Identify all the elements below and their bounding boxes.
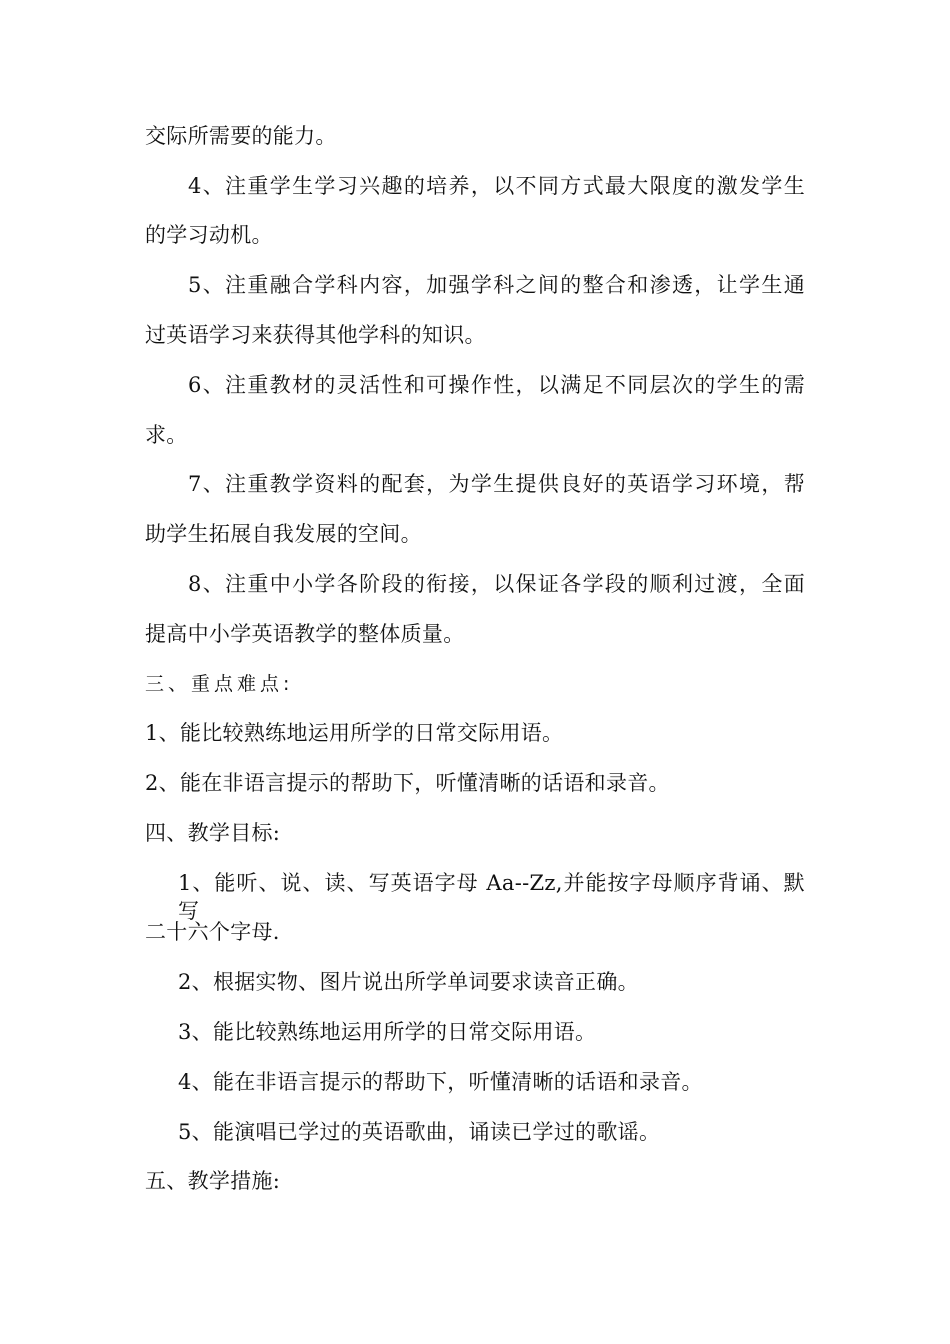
text-line: 4、能在非语言提示的帮助下，听懂清晰的话语和录音。	[178, 1070, 703, 1094]
text-line: 提高中小学英语教学的整体质量。	[145, 622, 465, 646]
text-line: 过英语学习来获得其他学科的知识。	[145, 323, 486, 347]
text-line: 4、注重学生学习兴趣的培养，以不同方式最大限度的激发学生	[188, 174, 805, 198]
text-line: 助学生拓展自我发展的空间。	[145, 522, 422, 546]
text-line: 二十六个字母.	[145, 920, 280, 944]
text-line: 求。	[145, 423, 188, 447]
text-line: 1、能比较熟练地运用所学的日常交际用语。	[145, 721, 564, 745]
text-line: 1、能听、说、读、写英语字母 Aa--Zz,并能按字母顺序背诵、默写	[178, 871, 805, 923]
text-line: 5、注重融合学科内容，加强学科之间的整合和渗透，让学生通	[188, 273, 805, 297]
section-heading: 三、重点难点:	[145, 673, 294, 695]
section-heading: 五、教学措施:	[145, 1169, 281, 1193]
text-line: 6、注重教材的灵活性和可操作性，以满足不同层次的学生的需	[188, 373, 805, 397]
text-line: 交际所需要的能力。	[145, 124, 337, 148]
text-line: 7、注重教学资料的配套，为学生提供良好的英语学习环境，帮	[188, 472, 805, 496]
text-line: 2、能在非语言提示的帮助下，听懂清晰的话语和录音。	[145, 771, 670, 795]
text-line: 的学习动机。	[145, 223, 273, 247]
text-line: 3、能比较熟练地运用所学的日常交际用语。	[178, 1020, 597, 1044]
text-line: 2、根据实物、图片说出所学单词要求读音正确。	[178, 970, 639, 994]
text-line: 5、能演唱已学过的英语歌曲，诵读已学过的歌谣。	[178, 1120, 661, 1144]
section-heading: 四、教学目标:	[145, 821, 281, 845]
text-line: 8、注重中小学各阶段的衔接，以保证各学段的顺利过渡，全面	[188, 572, 805, 596]
